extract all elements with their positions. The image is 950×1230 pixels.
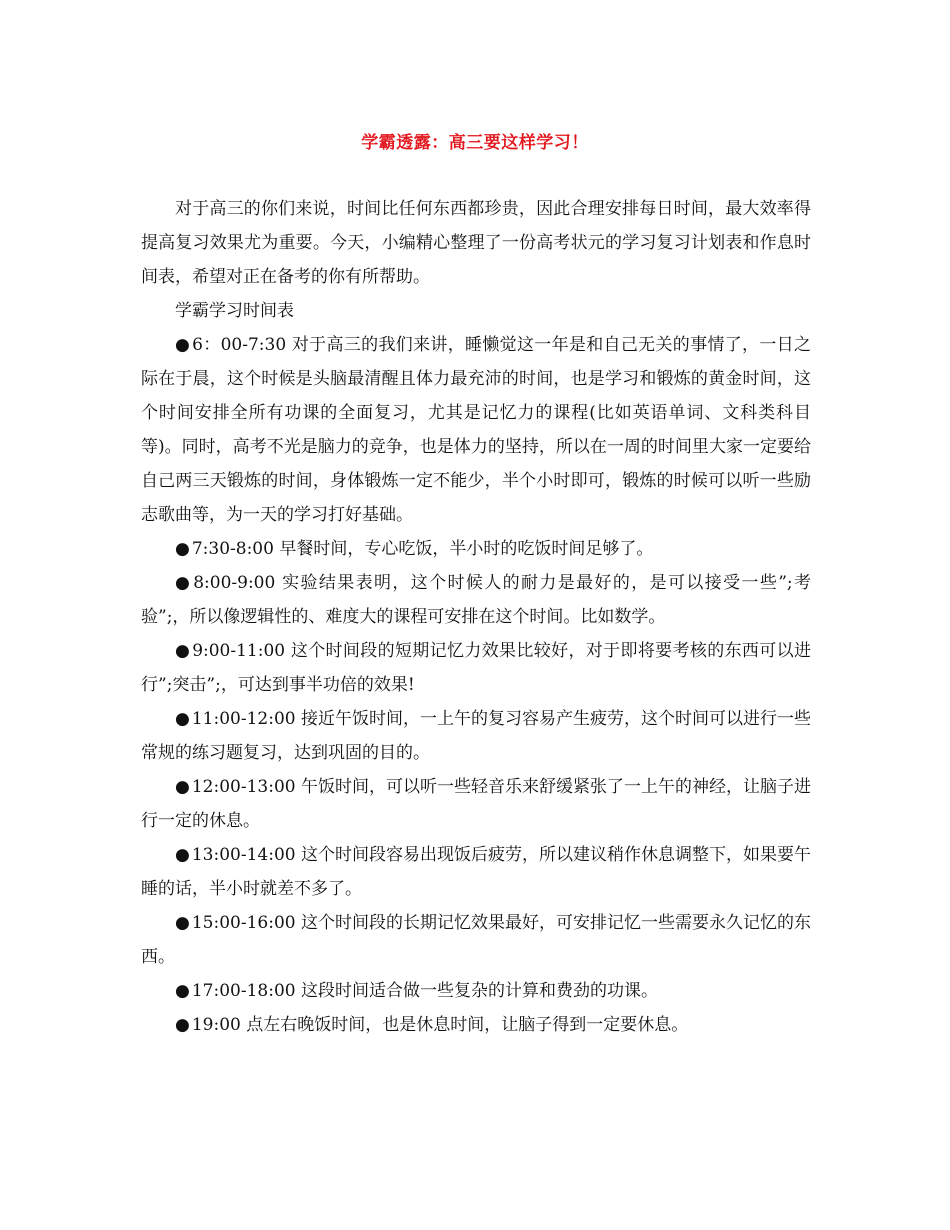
bullet-icon: ●: [175, 981, 190, 1001]
schedule-item-text: 7:30-8:00 早餐时间，专心吃饭，半小时的吃饭时间足够了。: [191, 539, 654, 559]
schedule-item-text: 9:00-11:00 这个时间段的短期记忆力效果比较好，对于即将要考核的东西可以进行”;突击”;，可达到事半功倍的效果!: [141, 641, 811, 695]
schedule-item: [141, 532, 811, 566]
schedule-item-text: 13:00-14:00 这个时间段容易出现饭后疲劳，所以建议稍作休息调整下，如果要午睡的话，半小时就差不多了。: [141, 845, 811, 899]
bullet-icon: ●: [175, 335, 191, 355]
schedule-item-text: 17:00-18:00 这段时间适合做一些复杂的计算和费劲的功课。: [191, 981, 658, 1001]
bullet-icon: ●: [175, 573, 192, 593]
schedule-item-text: 11:00-12:00 接近午饭时间，一上午的复习容易产生疲劳，这个时间可以进行一些常规的练习题复习，达到巩固的目的。: [141, 709, 811, 763]
schedule-item-text: 6：00-7:30 对于高三的我们来讲，睡懒觉这一年是和自己无关的事情了，一日之际在于晨，这个时候是头脑最清醒且体力最充沛的时间，也是学习和锻炼的黄金时间，这个时间安排全所有功课的全面复习，尤其是记忆力的课程(比如英语单词、文科类科目等)。同时，高考不光是脑力的竞争，也是体力的坚持，所以在一周的时间里大家一定要给自己两三天锻炼的时间，身体锻炼一定不能少，半个小时即可，锻炼的时候可以听一些励志歌曲等，为一天的学习打好基础。: [141, 335, 811, 525]
schedule-item-text: 19:00 点左右晚饭时间，也是休息时间，让脑子得到一定要休息。: [191, 1015, 689, 1035]
schedule-item-text: 15:00-16:00 这个时间段的长期记忆效果最好，可安排记忆一些需要永久记忆的东西。: [141, 913, 811, 967]
schedule-item-text: 8:00-9:00 实验结果表明，这个时候人的耐力是最好的，是可以接受一些”;考验”;，所以像逻辑性的、难度大的课程可安排在这个时间。比如数学。: [141, 573, 811, 627]
schedule-item: [141, 328, 811, 532]
schedule-item: [141, 974, 811, 1008]
bullet-icon: ●: [175, 539, 190, 559]
section-heading: 学霸学习时间表: [175, 301, 294, 321]
schedule-item: [141, 770, 811, 838]
document-body: [141, 192, 811, 1042]
bullet-icon: ●: [175, 709, 190, 729]
bullet-icon: ●: [175, 845, 190, 865]
bullet-icon: ●: [175, 913, 190, 933]
schedule-item: [141, 702, 811, 770]
schedule-item: [141, 906, 811, 974]
schedule-item: [141, 566, 811, 634]
schedule-item: [141, 1008, 811, 1042]
schedule-item-text: 12:00-13:00 午饭时间，可以听一些轻音乐来舒缓紧张了一上午的神经，让脑子进行一定的休息。: [141, 777, 811, 831]
page-title: 学霸透露：高三要这样学习！: [361, 133, 589, 153]
schedule-item: [141, 838, 811, 906]
bullet-icon: ●: [175, 777, 190, 797]
bullet-icon: ●: [175, 1015, 190, 1035]
bullet-icon: ●: [175, 641, 191, 661]
intro-paragraph: 对于高三的你们来说，时间比任何东西都珍贵，因此合理安排每日时间，最大效率得提高复习效果尤为重要。今天，小编精心整理了一份高考状元的学习复习计划表和作息时间表，希望对正在备考的你有所帮助。: [141, 199, 811, 287]
schedule-item: [141, 634, 811, 702]
